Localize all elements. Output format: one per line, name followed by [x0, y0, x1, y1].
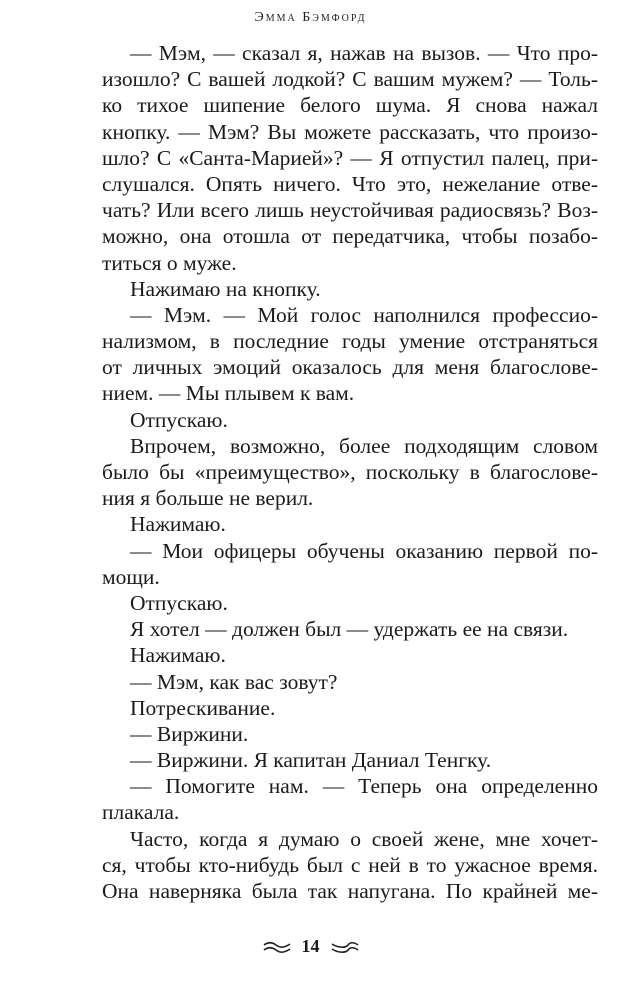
text-line: ся, чтобы кто-нибудь был с ней в то ужасное время.: [102, 852, 598, 877]
wave-ornament-right-icon: [330, 941, 360, 953]
text-line: Отпускаю.: [130, 590, 228, 615]
page-footer: [0, 936, 621, 957]
text-line: мощи.: [102, 564, 160, 589]
text-line: Часто, когда я думаю о своей жене, мне хочет-: [130, 826, 598, 851]
text-line: — Помогите нам. — Теперь она определенно: [130, 774, 598, 799]
running-header: Эмма Бэмфорд: [254, 10, 367, 25]
text-line: — Мэм. — Мой голос наполнился профессио-: [130, 302, 598, 327]
text-line: титься о муже.: [102, 250, 237, 275]
text-line: Нажимаю.: [130, 643, 226, 668]
text-line: изошло? С вашей лодкой? С вашим мужем? — Толь-: [102, 67, 598, 92]
text-line: — Мэм, — сказал я, нажав на вызов. — Что про-: [130, 41, 598, 65]
text-line: — Виржини. Я капитан Даниал Тенгку.: [130, 748, 492, 773]
wave-ornament-left-icon: [262, 941, 292, 953]
text-line: слушался. Опять ничего. Что это, нежелание отве-: [102, 171, 598, 196]
text-line: было бы «преимущество», поскольку в благослове-: [102, 460, 598, 484]
text-line: нием. — Мы плывем к вам.: [102, 381, 355, 406]
text-line: Нажимаю.: [130, 512, 226, 537]
page-number: 14: [301, 936, 320, 956]
text-line: ко тихое шипение белого шума. Я снова нажал: [102, 93, 598, 118]
text-line: плакала.: [102, 800, 180, 825]
text-line: кнопку. — Мэм? Вы можете рассказать, что произо-: [102, 119, 598, 144]
text-line: — Мэм, как вас зовут?: [130, 669, 338, 694]
text-line: от личных эмоций оказалось для меня благослове-: [102, 355, 598, 380]
text-line: можно, она отошла от передатчика, чтобы позабо-: [102, 224, 598, 249]
text-line: — Мои офицеры обучены оказанию первой по-: [130, 538, 598, 563]
text-line: Она наверняка была так напугана. По крайней ме-: [102, 879, 598, 903]
text-line: Я хотел — должен был — удержать ее на связи.: [130, 617, 569, 642]
text-line: нализмом, в последние годы умение отстраняться: [102, 329, 598, 354]
text-line: ния я больше не верил.: [102, 486, 314, 511]
text-line: Впрочем, возможно, более подходящим словом: [130, 433, 598, 458]
text-line: Отпускаю.: [130, 407, 228, 432]
text-line: Нажимаю на кнопку.: [130, 276, 321, 301]
text-line: Потрескивание.: [130, 695, 276, 720]
text-line: шло? С «Санта-Марией»? — Я отпустил палец, при-: [102, 145, 598, 170]
text-line: чать? Или всего лишь неустойчивая радиосвязь? Воз-: [102, 198, 598, 223]
page-body: [102, 40, 598, 904]
text-line: — Виржини.: [130, 721, 249, 746]
